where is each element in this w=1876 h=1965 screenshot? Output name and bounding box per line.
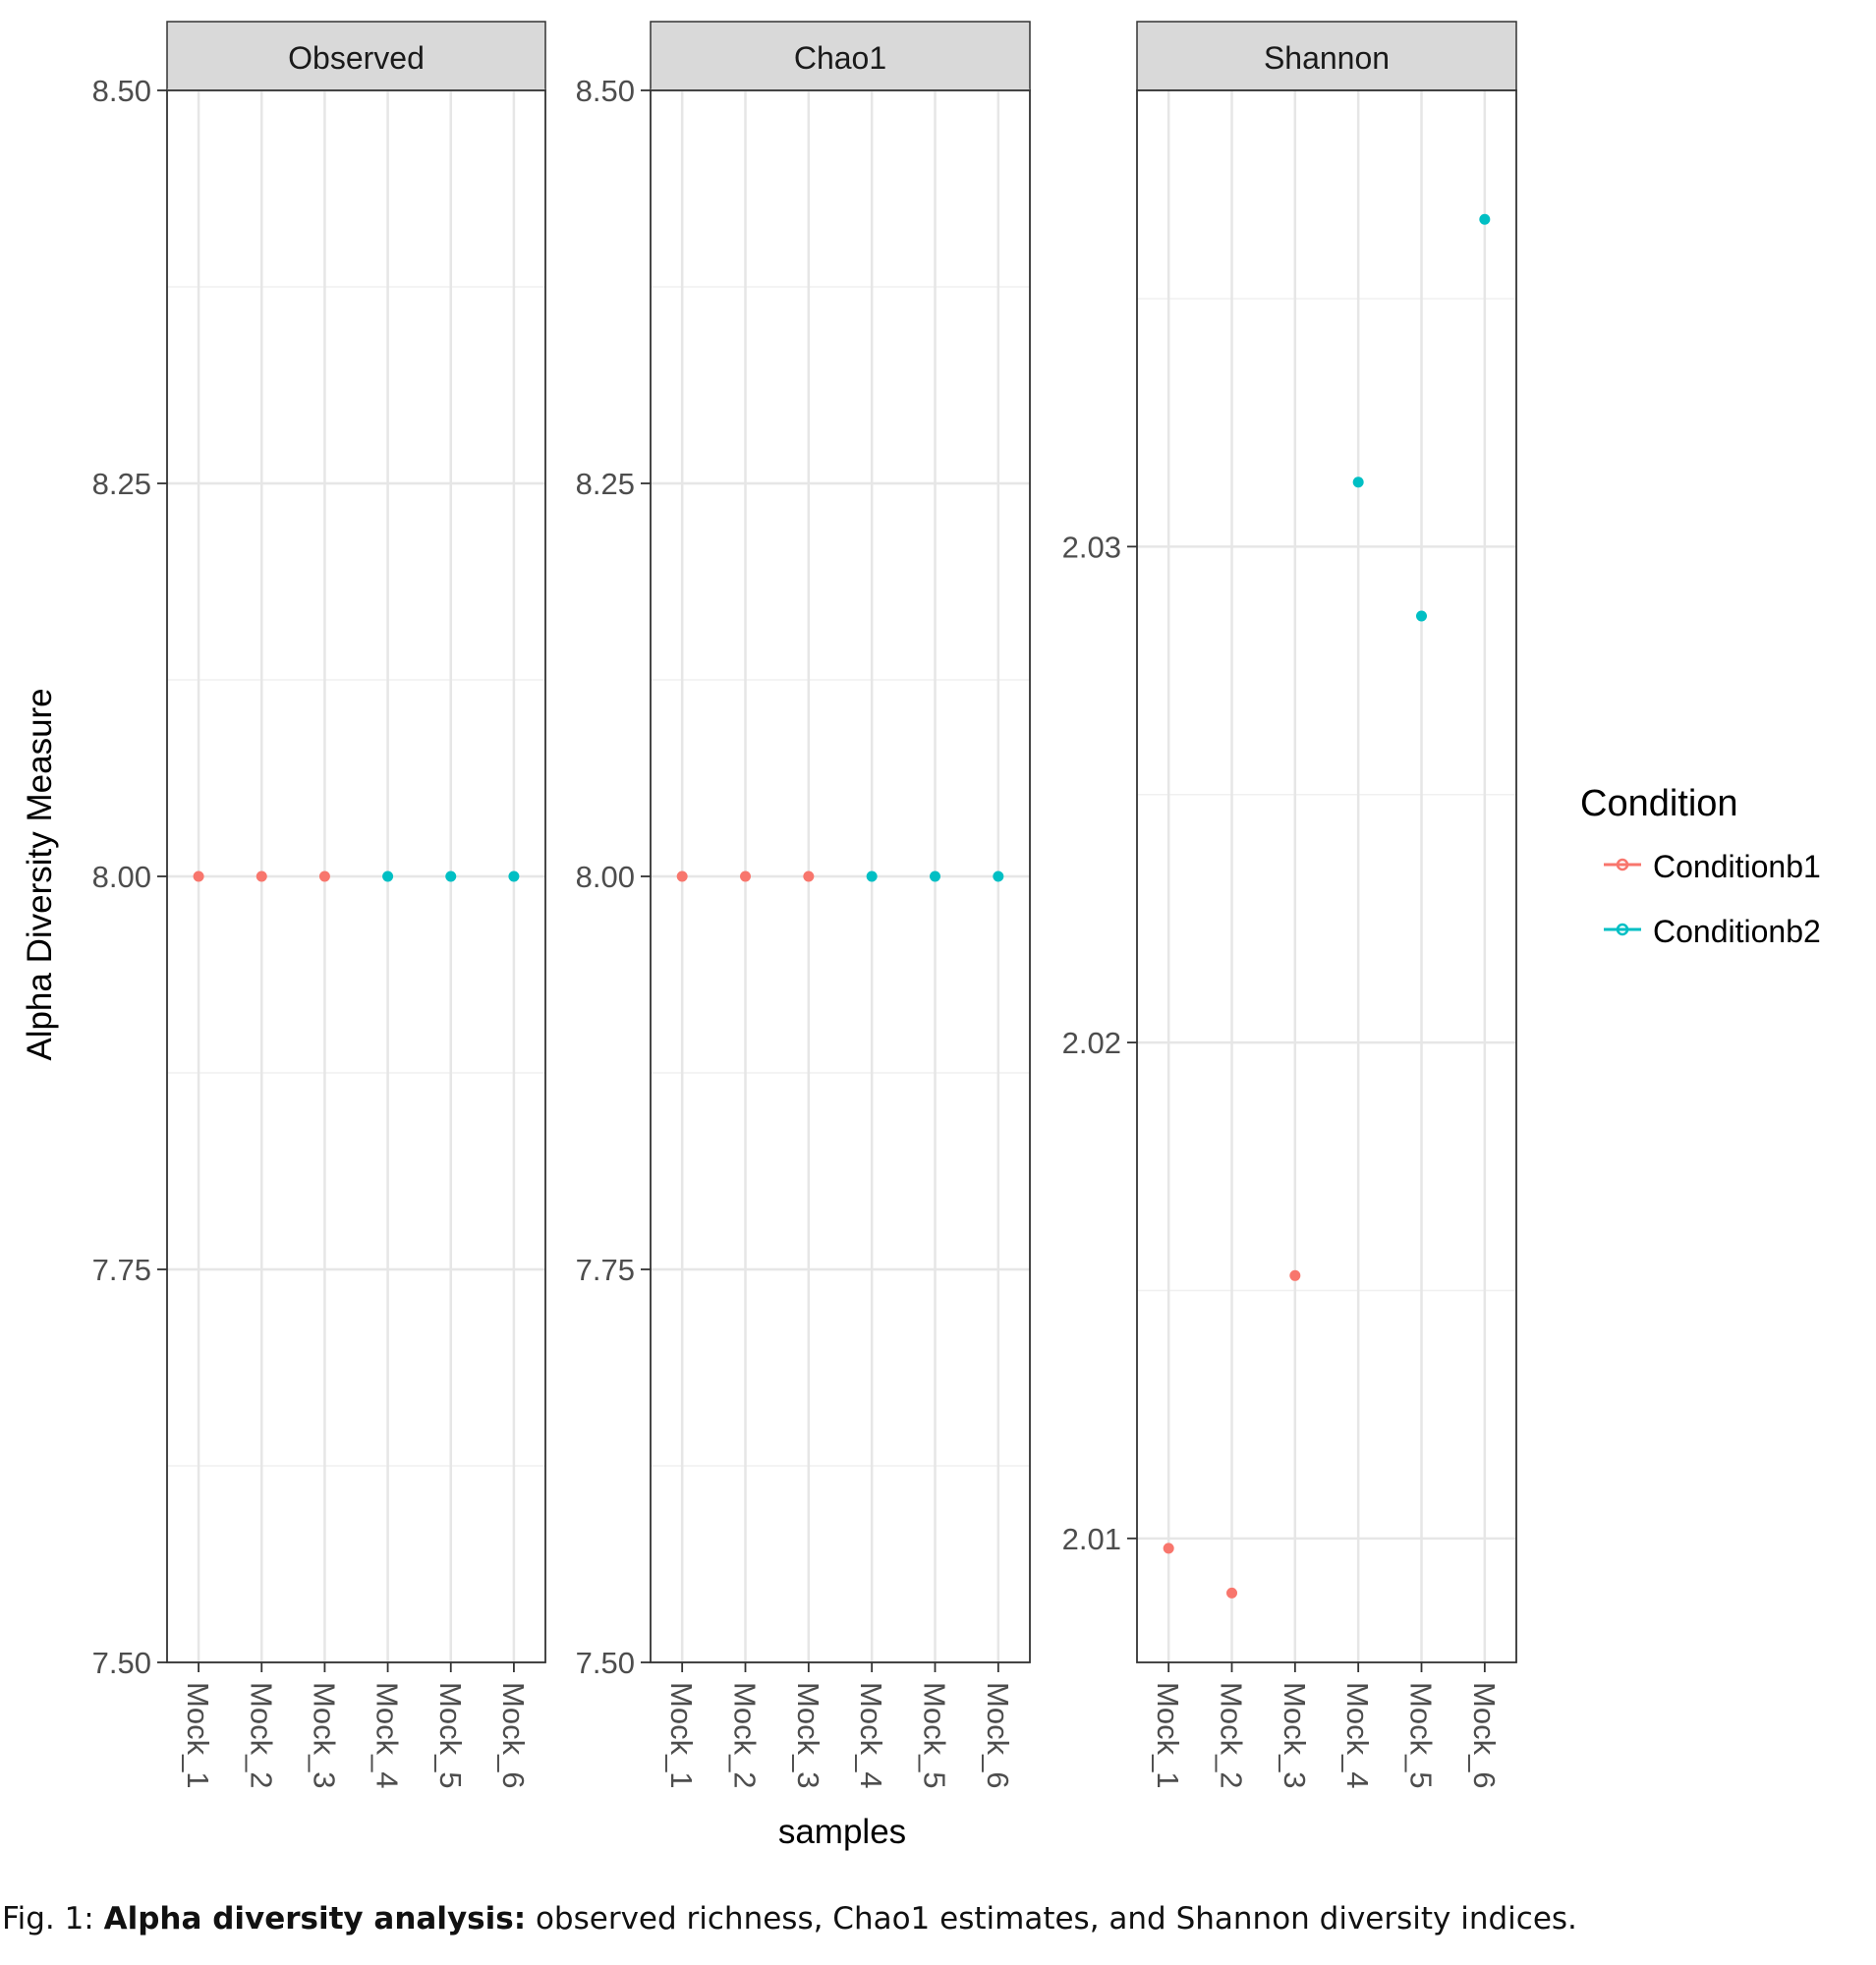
facet-panels (92, 22, 1516, 1789)
x-tick-label-chao1-4: Mock_4 (854, 1682, 889, 1789)
x-tick-label-chao1-6: Mock_6 (980, 1682, 1015, 1789)
x-tick-label-chao1-5: Mock_5 (917, 1682, 952, 1789)
point-shannon-mock-4 (1353, 477, 1364, 487)
point-shannon-mock-1 (1164, 1543, 1174, 1553)
x-tick-label-shannon-2: Mock_2 (1214, 1682, 1249, 1789)
point-observed-mock-2 (256, 871, 267, 882)
x-tick-label-observed-2: Mock_2 (244, 1682, 279, 1789)
x-tick-label-observed-5: Mock_5 (432, 1682, 468, 1789)
y-tick-label-shannon-1: 2.02 (1061, 1026, 1121, 1061)
point-observed-mock-4 (382, 871, 393, 882)
x-tick-label-chao1-3: Mock_3 (790, 1682, 825, 1789)
x-axis-title: samples (777, 1813, 907, 1851)
point-observed-mock-6 (508, 871, 519, 882)
point-chao1-mock-2 (740, 871, 751, 882)
y-axis-title: Alpha Diversity Measure (21, 688, 59, 1061)
panel-shannon (1062, 22, 1516, 1789)
point-shannon-mock-5 (1416, 611, 1427, 622)
point-observed-mock-3 (319, 871, 330, 882)
point-shannon-mock-6 (1479, 214, 1490, 225)
caption-bold: Alpha diversity analysis: (103, 1901, 527, 1937)
x-tick-label-chao1-1: Mock_1 (664, 1682, 700, 1789)
x-tick-label-chao1-2: Mock_2 (727, 1682, 763, 1789)
point-chao1-mock-1 (677, 871, 688, 882)
y-tick-label-shannon-2: 2.03 (1061, 530, 1121, 565)
y-tick-label-chao1-1: 7.75 (575, 1253, 635, 1287)
y-tick-label-chao1-4: 8.50 (575, 74, 635, 108)
panel-observed (92, 22, 545, 1789)
plot-area-shannon (1137, 90, 1516, 1662)
legend-label-conditionb1: Conditionb1 (1653, 849, 1821, 884)
point-chao1-mock-6 (993, 871, 1003, 882)
x-tick-label-shannon-1: Mock_1 (1151, 1682, 1186, 1789)
legend-entry-conditionb2 (1604, 914, 1821, 949)
y-tick-label-observed-4: 8.50 (91, 74, 151, 108)
point-shannon-mock-2 (1226, 1588, 1237, 1599)
panel-chao1 (576, 22, 1030, 1789)
point-chao1-mock-3 (803, 871, 814, 882)
legend-label-conditionb2: Conditionb2 (1653, 914, 1821, 949)
x-tick-label-shannon-6: Mock_6 (1466, 1682, 1502, 1789)
y-tick-label-observed-3: 8.25 (91, 467, 151, 501)
x-tick-label-shannon-3: Mock_3 (1277, 1682, 1312, 1789)
y-tick-label-shannon-0: 2.01 (1061, 1521, 1121, 1556)
point-observed-mock-5 (445, 871, 456, 882)
x-tick-label-shannon-4: Mock_4 (1340, 1682, 1376, 1789)
figure-caption (2, 1901, 1869, 1937)
y-tick-label-chao1-3: 8.25 (575, 467, 635, 501)
point-chao1-mock-5 (930, 871, 940, 882)
legend (1580, 783, 1821, 949)
x-tick-label-observed-4: Mock_4 (370, 1682, 405, 1789)
y-tick-label-observed-2: 8.00 (91, 860, 151, 894)
x-tick-label-shannon-5: Mock_5 (1403, 1682, 1439, 1789)
y-tick-label-chao1-2: 8.00 (575, 860, 635, 894)
facet-title-observed: Observed (288, 40, 425, 76)
facet-title-shannon: Shannon (1263, 40, 1391, 76)
facet-title-chao1: Chao1 (793, 40, 887, 76)
y-tick-label-observed-0: 7.50 (91, 1646, 151, 1680)
x-tick-label-observed-6: Mock_6 (495, 1682, 531, 1789)
point-observed-mock-1 (194, 871, 204, 882)
caption-prefix: Fig. 1: (2, 1901, 104, 1937)
x-tick-label-observed-3: Mock_3 (307, 1682, 342, 1789)
point-shannon-mock-3 (1289, 1270, 1300, 1281)
legend-title: Condition (1580, 783, 1738, 824)
legend-entry-conditionb1 (1604, 849, 1821, 884)
y-tick-label-observed-1: 7.75 (91, 1253, 151, 1287)
x-tick-label-observed-1: Mock_1 (181, 1682, 216, 1789)
y-tick-label-chao1-0: 7.50 (575, 1646, 635, 1680)
caption-text: observed richness, Chao1 estimates, and Shannon diversity indices. (526, 1901, 1577, 1937)
point-chao1-mock-4 (867, 871, 878, 882)
